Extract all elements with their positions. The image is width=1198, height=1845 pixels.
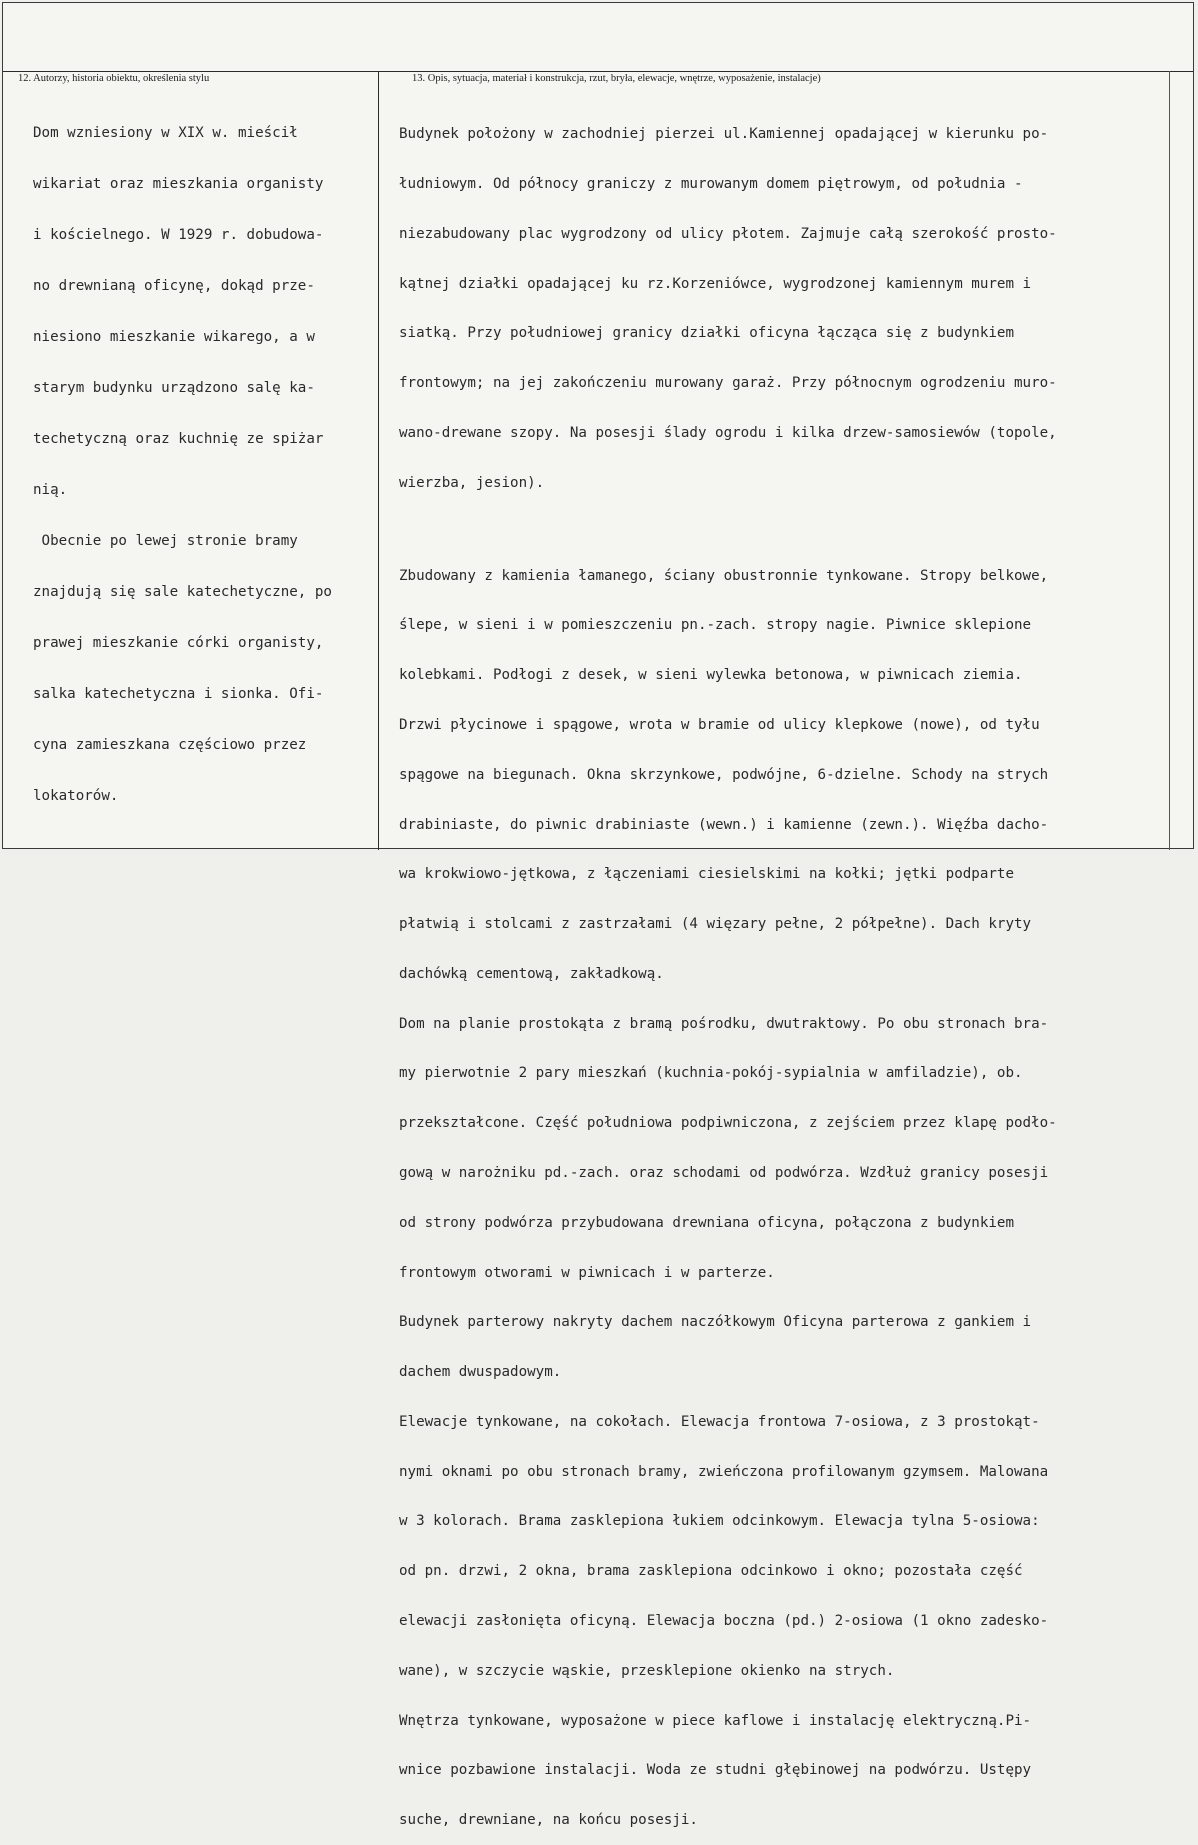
text-line: wierzba, jesion). — [399, 474, 545, 491]
header-divider — [3, 71, 1193, 72]
text-line: niesiono mieszkanie wikarego, a w — [33, 329, 315, 345]
text-line: lokatorów. — [33, 788, 119, 804]
text-line: w 3 kolorach. Brama zasklepiona łukiem odcinkowym. Elewacja tylna 5-osiowa: — [399, 1513, 1040, 1530]
section-12-header: 12. Autorzy, historia obiektu, określenia stylu — [18, 73, 210, 84]
text-line: Wnętrza tynkowane, wyposażone w piece kaflowe i instalację elektryczną.Pi- — [399, 1712, 1032, 1729]
text-line: znajdują się sale katechetyczne, po — [33, 584, 332, 600]
text-line: wnice pozbawione instalacji. Woda ze studni głębinowej na podwórzu. Ustępy — [399, 1762, 1032, 1779]
text-line: Budynek parterowy nakryty dachem naczółkowym Oficyna parterowa z gankiem i — [399, 1314, 1032, 1331]
text-line: starym budynku urządzono salę ka- — [33, 380, 315, 396]
text-line: suche, drewniane, na końcu posesji. — [399, 1812, 698, 1829]
text-line: dachem dwuspadowym. — [399, 1364, 562, 1381]
text-line: ślepe, w sieni i w pomieszczeniu pn.-zach. stropy nagie. Piwnice sklepione — [399, 617, 1032, 634]
column-divider — [378, 71, 379, 850]
text-line: wa krokwiowo-jętkowa, z łączeniami ciesielskimi na kołki; jętki podparte — [399, 866, 1014, 883]
text-line: Zbudowany z kamienia łamanego, ściany obustronnie tynkowane. Stropy belkowe, — [399, 567, 1049, 584]
text-line: gową w narożniku pd.-zach. oraz schodami od podwórza. Wzdłuż granicy posesji — [399, 1165, 1049, 1181]
text-line: łudniowym. Od północy graniczy z murowanym domem piętrowym, od południa - — [399, 175, 1023, 192]
text-line: nią. — [33, 482, 68, 498]
text-line: Dom na planie prostokąta z bramą pośrodku, dwutraktowy. Po obu stronach bra- — [399, 1015, 1049, 1032]
text-line: nymi oknami po obu stronach bramy, zwieńczona profilowanym gzymsem. Malowana — [399, 1463, 1049, 1480]
text-line: drabiniaste, do piwnic drabiniaste (wewn.) i kamienne (zewn.). Więźba dacho- — [399, 816, 1049, 833]
text-line: Elewacje tynkowane, na cokołach. Elewacja frontowa 7-osiowa, z 3 prostokąt- — [399, 1413, 1040, 1430]
text-line: my pierwotnie 2 pary mieszkań (kuchnia-pokój-sypialnia w amfiladzie), ob. — [399, 1065, 1023, 1082]
text-line: dachówką cementową, zakładkową. — [399, 965, 664, 982]
text-line: wano-drewane szopy. Na posesji ślady ogrodu i kilka drzew-samosiewów (topole, — [399, 424, 1057, 441]
description-text — [399, 93, 1057, 1845]
text-line: wane), w szczycie wąskie, przesklepione okienko na strych. — [399, 1662, 895, 1679]
text-line: spągowe na biegunach. Okna skrzynkowe, podwójne, 6-dzielne. Schody na strych — [399, 766, 1049, 783]
text-line: przekształcone. Część południowa podpiwniczona, z zejściem przez klapę podło- — [399, 1115, 1057, 1132]
text-line: od pn. drzwi, 2 okna, brama zasklepiona odcinkowo i okno; pozostała część — [399, 1563, 1023, 1580]
paragraph-gap — [399, 524, 1057, 534]
text-line: Budynek położony w zachodniej pierzei ul.Kamiennej opadającej w kierunku po- — [399, 126, 1049, 143]
text-line: no drewnianą oficynę, dokąd prze- — [33, 278, 315, 294]
text-line: Obecnie po lewej stronie bramy — [33, 533, 298, 549]
text-line: kątnej działki opadającej ku rz.Korzeniówce, wygrodzonej kamiennym murem i — [399, 275, 1032, 292]
text-line: Dom wzniesiony w XIX w. mieścił — [33, 125, 298, 141]
history-text — [33, 91, 332, 822]
text-line: salka katechetyczna i sionka. Ofi- — [33, 686, 324, 702]
text-line: wikariat oraz mieszkania organisty — [33, 176, 324, 192]
text-line: cyna zamieszkana częściowo przez — [33, 737, 307, 753]
text-line: prawej mieszkanie córki organisty, — [33, 635, 324, 651]
section-13-header: 13. Opis, sytuacja, materiał i konstrukcja, rzut, bryła, elewacje, wnętrze, wyposażenie, instalacje) — [412, 73, 821, 84]
text-line: i kościelnego. W 1929 r. dobudowa- — [33, 227, 324, 243]
text-line: frontowym otworami w piwnicach i w parterze. — [399, 1264, 775, 1281]
text-line: niezabudowany plac wygrodzony od ulicy płotem. Zajmuje całą szerokość prosto- — [399, 225, 1057, 242]
text-line: elewacji zasłonięta oficyną. Elewacja boczna (pd.) 2-osiowa (1 okno zadesko- — [399, 1613, 1049, 1630]
text-line: techetyczną oraz kuchnię ze spiżar — [33, 431, 324, 447]
text-line: frontowym; na jej zakończeniu murowany garaż. Przy północnym ogrodzeniu muro- — [399, 375, 1057, 392]
right-margin-line — [1169, 71, 1170, 850]
text-line: Drzwi płycinowe i spągowe, wrota w bramie od ulicy klepkowe (nowe), od tyłu — [399, 716, 1040, 733]
text-line: kolebkami. Podłogi z desek, w sieni wylewka betonowa, w piwnicach ziemia. — [399, 667, 1023, 684]
text-line: od strony podwórza przybudowana drewniana oficyna, połączona z budynkiem — [399, 1214, 1014, 1231]
text-line: siatką. Przy południowej granicy działki oficyna łącząca się z budynkiem — [399, 325, 1014, 342]
text-line: płatwią i stolcami z zastrzałami (4 więzary pełne, 2 półpełne). Dach kryty — [399, 916, 1032, 933]
